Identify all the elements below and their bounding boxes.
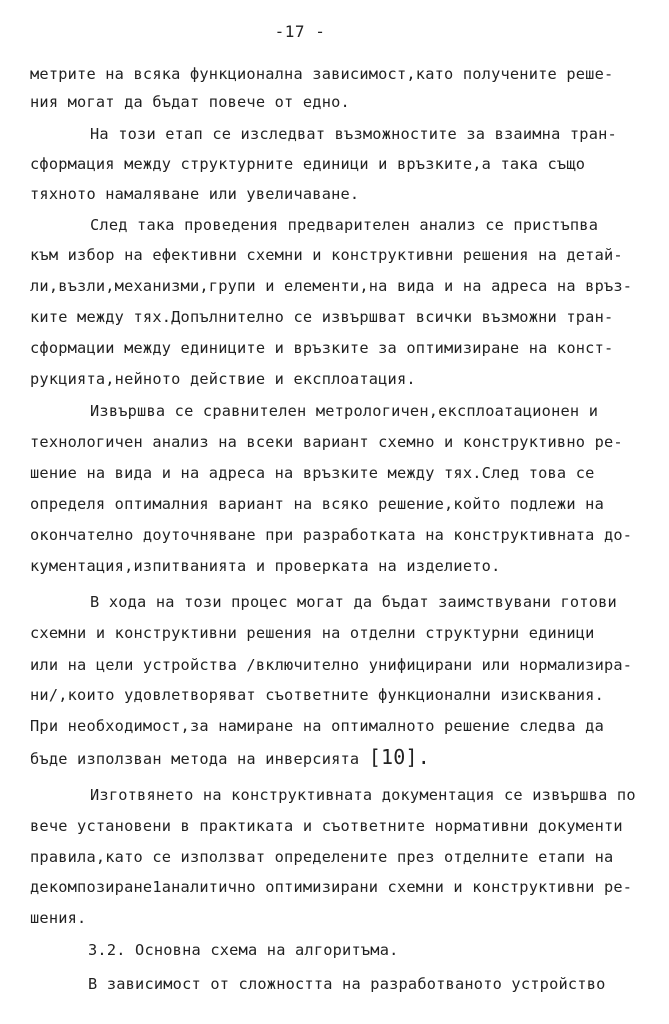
text-line: декомпозиране1аналитично оптимизирани схемни и конструктивни ре-: [30, 878, 633, 896]
text-line: метрите на всяка функционална зависимост,като получените реше-: [30, 65, 614, 83]
text-line: ките между тях.Допълнително се извършват всички възможни тран-: [30, 308, 614, 326]
text-line: тяхното намаляване или увеличаване.: [30, 185, 360, 203]
section-heading: 3.2. Основна схема на алгоритъма.: [88, 941, 399, 959]
text-line: Извършва се сравнителен метрологичен,експлоатационен и: [90, 402, 599, 420]
text-line: кументация,изпитванията и проверката на изделието.: [30, 557, 501, 575]
text-line: При необходимост,за намиране на оптималното решение следва да: [30, 717, 604, 735]
text-line: технологичен анализ на всеки вариант схемно и конструктивно ре-: [30, 433, 623, 451]
text-line: След така проведения предварителен анализ се пристъпва: [90, 216, 599, 234]
text-line: към избор на ефективни схемни и конструктивни решения на детай-: [30, 246, 623, 264]
page-number: -17 -: [274, 22, 326, 41]
text-line: В зависимост от сложността на разработваното устройство: [88, 975, 606, 993]
text-line: шения.: [30, 909, 87, 927]
text-line: или на цели устройства /включително унифицирани или нормализира-: [30, 656, 633, 674]
text-line: На този етап се изследват възможностите за взаимна тран-: [90, 125, 617, 143]
text-line: ли,възли,механизми,групи и елементи,на вида и на адреса на връз-: [30, 277, 633, 295]
text-line: схемни и конструктивни решения на отделни структурни единици: [30, 624, 595, 642]
text-line: ния могат да бъдат повече от едно.: [30, 93, 350, 111]
text-line: правила,като се използват определените през отделните етапи на: [30, 848, 614, 866]
text-line: определя оптималния вариант на всяко решение,който подлежи на: [30, 495, 604, 513]
text-line: вече установени в практиката и съответните нормативни документи: [30, 817, 623, 835]
text-line-with-reference: [30, 745, 430, 769]
text-line: ни/,които удовлетворяват съответните функционални изисквания.: [30, 686, 604, 704]
reference-citation: [10].: [368, 745, 430, 769]
text-segment: бъде използван метода на инверсията: [30, 750, 360, 768]
text-line: рукцията,нейното действие и експлоатация.: [30, 370, 416, 388]
text-line: окончателно доуточняване при разработката на конструктивната до-: [30, 526, 633, 544]
text-line: шение на вида и на адреса на връзките между тях.След това се: [30, 464, 595, 482]
text-line: Изготвянето на конструктивната документация се извършва по: [90, 786, 636, 804]
text-line: сформации между единиците и връзките за оптимизиране на конст-: [30, 339, 614, 357]
text-line: сформация между структурните единици и връзките,а така също: [30, 155, 586, 173]
text-line: В хода на този процес могат да бъдат заимствувани готови: [90, 593, 617, 611]
